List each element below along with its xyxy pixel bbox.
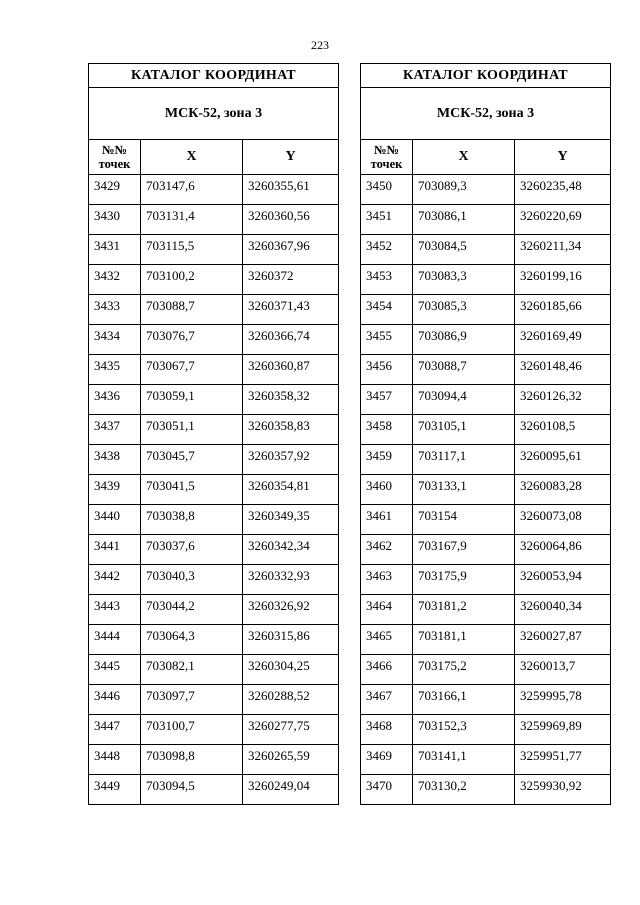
coordinate-system-label: МСК-52, зона 3	[361, 88, 611, 140]
point-number-cell: 3430	[89, 205, 141, 235]
column-header-row	[361, 140, 611, 175]
y-coordinate-cell: 3260013,7	[515, 655, 611, 685]
y-coordinate-cell: 3260360,56	[243, 205, 339, 235]
y-coordinate-cell: 3260357,92	[243, 445, 339, 475]
y-coordinate-cell: 3260095,61	[515, 445, 611, 475]
x-coordinate-cell: 703064,3	[141, 625, 243, 655]
y-coordinate-cell: 3260220,69	[515, 205, 611, 235]
point-number-cell: 3434	[89, 325, 141, 355]
table-row	[89, 595, 339, 625]
x-coordinate-cell: 703085,3	[413, 295, 515, 325]
y-coordinate-cell: 3260372	[243, 265, 339, 295]
y-coordinate-cell: 3260083,28	[515, 475, 611, 505]
point-number-cell: 3443	[89, 595, 141, 625]
x-coordinate-cell: 703076,7	[141, 325, 243, 355]
point-number-cell: 3433	[89, 295, 141, 325]
x-coordinate-cell: 703115,5	[141, 235, 243, 265]
point-number-cell: 3450	[361, 175, 413, 205]
x-coordinate-cell: 703167,9	[413, 535, 515, 565]
x-coordinate-cell: 703059,1	[141, 385, 243, 415]
table-row	[361, 235, 611, 265]
point-number-cell: 3438	[89, 445, 141, 475]
y-coordinate-cell: 3259951,77	[515, 745, 611, 775]
y-coordinate-cell: 3260358,83	[243, 415, 339, 445]
point-number-header-line2: точек	[370, 157, 403, 171]
page-number: 223	[311, 38, 329, 52]
x-coordinate-cell: 703088,7	[413, 355, 515, 385]
table-row	[89, 745, 339, 775]
point-number-cell: 3437	[89, 415, 141, 445]
table-row	[361, 775, 611, 805]
table-row	[361, 415, 611, 445]
y-coordinate-cell: 3260304,25	[243, 655, 339, 685]
table-row	[361, 595, 611, 625]
x-coordinate-cell: 703181,2	[413, 595, 515, 625]
table-row	[361, 355, 611, 385]
x-coordinate-cell: 703097,7	[141, 685, 243, 715]
point-number-cell: 3445	[89, 655, 141, 685]
table-row	[89, 565, 339, 595]
table-row	[361, 535, 611, 565]
table-row	[361, 175, 611, 205]
table-row	[361, 475, 611, 505]
x-coordinate-cell: 703152,3	[413, 715, 515, 745]
x-coordinate-cell: 703084,5	[413, 235, 515, 265]
x-column-header: X	[413, 140, 515, 175]
y-coordinate-cell: 3260027,87	[515, 625, 611, 655]
table-row	[89, 685, 339, 715]
point-number-cell: 3457	[361, 385, 413, 415]
table-row	[89, 355, 339, 385]
table-row	[361, 715, 611, 745]
table-row	[89, 295, 339, 325]
y-coordinate-cell: 3259995,78	[515, 685, 611, 715]
x-coordinate-cell: 703131,4	[141, 205, 243, 235]
x-column-header: X	[141, 140, 243, 175]
y-coordinate-cell: 3260277,75	[243, 715, 339, 745]
y-coordinate-cell: 3260349,35	[243, 505, 339, 535]
y-coordinate-cell: 3260126,32	[515, 385, 611, 415]
catalog-title: КАТАЛОГ КООРДИНАТ	[361, 64, 611, 88]
x-coordinate-cell: 703086,1	[413, 205, 515, 235]
table-row	[89, 505, 339, 535]
table-row	[361, 325, 611, 355]
x-coordinate-cell: 703133,1	[413, 475, 515, 505]
table-row	[361, 295, 611, 325]
y-coordinate-cell: 3259930,92	[515, 775, 611, 805]
table-row	[361, 265, 611, 295]
point-number-cell: 3462	[361, 535, 413, 565]
x-coordinate-cell: 703094,4	[413, 385, 515, 415]
x-coordinate-cell: 703088,7	[141, 295, 243, 325]
point-number-header	[89, 140, 141, 175]
y-coordinate-cell: 3260288,52	[243, 685, 339, 715]
point-number-cell: 3446	[89, 685, 141, 715]
point-number-cell: 3455	[361, 325, 413, 355]
point-number-header	[361, 140, 413, 175]
point-number-cell: 3447	[89, 715, 141, 745]
x-coordinate-cell: 703100,2	[141, 265, 243, 295]
table-row	[361, 685, 611, 715]
x-coordinate-cell: 703181,1	[413, 625, 515, 655]
y-coordinate-cell: 3260265,59	[243, 745, 339, 775]
table-row	[361, 655, 611, 685]
point-number-cell: 3464	[361, 595, 413, 625]
y-column-header: Y	[515, 140, 611, 175]
table-row	[89, 445, 339, 475]
x-coordinate-cell: 703041,5	[141, 475, 243, 505]
y-coordinate-cell: 3260199,16	[515, 265, 611, 295]
y-coordinate-cell: 3260211,34	[515, 235, 611, 265]
table-row	[361, 625, 611, 655]
x-coordinate-cell: 703175,9	[413, 565, 515, 595]
point-number-cell: 3431	[89, 235, 141, 265]
table-row	[89, 775, 339, 805]
x-coordinate-cell: 703082,1	[141, 655, 243, 685]
table-row	[89, 175, 339, 205]
table-row	[89, 415, 339, 445]
table-row	[89, 325, 339, 355]
point-number-header-line2: точек	[98, 157, 131, 171]
x-coordinate-cell: 703045,7	[141, 445, 243, 475]
y-coordinate-cell: 3260185,66	[515, 295, 611, 325]
point-number-cell: 3444	[89, 625, 141, 655]
y-coordinate-cell: 3260040,34	[515, 595, 611, 625]
point-number-cell: 3459	[361, 445, 413, 475]
y-coordinate-cell: 3260360,87	[243, 355, 339, 385]
y-coordinate-cell: 3260235,48	[515, 175, 611, 205]
point-number-cell: 3449	[89, 775, 141, 805]
y-coordinate-cell: 3260332,93	[243, 565, 339, 595]
x-coordinate-cell: 703117,1	[413, 445, 515, 475]
y-column-header: Y	[243, 140, 339, 175]
table-row	[361, 385, 611, 415]
point-number-cell: 3441	[89, 535, 141, 565]
point-number-cell: 3436	[89, 385, 141, 415]
point-number-cell: 3432	[89, 265, 141, 295]
point-number-cell: 3452	[361, 235, 413, 265]
table-row	[89, 535, 339, 565]
point-number-cell: 3465	[361, 625, 413, 655]
point-number-cell: 3451	[361, 205, 413, 235]
table-row	[89, 385, 339, 415]
point-number-cell: 3440	[89, 505, 141, 535]
y-coordinate-cell: 3259969,89	[515, 715, 611, 745]
x-coordinate-cell: 703105,1	[413, 415, 515, 445]
point-number-cell: 3453	[361, 265, 413, 295]
point-number-cell: 3468	[361, 715, 413, 745]
x-coordinate-cell: 703098,8	[141, 745, 243, 775]
x-coordinate-cell: 703166,1	[413, 685, 515, 715]
y-coordinate-cell: 3260053,94	[515, 565, 611, 595]
table-row	[361, 745, 611, 775]
y-coordinate-cell: 3260366,74	[243, 325, 339, 355]
y-coordinate-cell: 3260064,86	[515, 535, 611, 565]
y-coordinate-cell: 3260367,96	[243, 235, 339, 265]
x-coordinate-cell: 703094,5	[141, 775, 243, 805]
coordinate-catalog-right	[360, 63, 611, 805]
x-coordinate-cell: 703037,6	[141, 535, 243, 565]
y-coordinate-cell: 3260326,92	[243, 595, 339, 625]
x-coordinate-cell: 703147,6	[141, 175, 243, 205]
y-coordinate-cell: 3260355,61	[243, 175, 339, 205]
column-header-row	[89, 140, 339, 175]
x-coordinate-cell: 703089,3	[413, 175, 515, 205]
table-row	[89, 235, 339, 265]
point-number-cell: 3454	[361, 295, 413, 325]
table-row	[361, 205, 611, 235]
y-coordinate-cell: 3260108,5	[515, 415, 611, 445]
catalog-title: КАТАЛОГ КООРДИНАТ	[89, 64, 339, 88]
table-row	[361, 445, 611, 475]
point-number-cell: 3439	[89, 475, 141, 505]
point-number-cell: 3463	[361, 565, 413, 595]
point-number-cell: 3470	[361, 775, 413, 805]
x-coordinate-cell: 703040,3	[141, 565, 243, 595]
point-number-cell: 3469	[361, 745, 413, 775]
point-number-cell: 3456	[361, 355, 413, 385]
table-row	[89, 625, 339, 655]
point-number-header-line1: №№	[101, 143, 128, 157]
x-coordinate-cell: 703067,7	[141, 355, 243, 385]
point-number-cell: 3461	[361, 505, 413, 535]
x-coordinate-cell: 703100,7	[141, 715, 243, 745]
table-row	[89, 715, 339, 745]
point-number-cell: 3467	[361, 685, 413, 715]
point-number-cell: 3458	[361, 415, 413, 445]
point-number-cell: 3448	[89, 745, 141, 775]
y-coordinate-cell: 3260148,46	[515, 355, 611, 385]
x-coordinate-cell: 703038,8	[141, 505, 243, 535]
coordinate-system-label: МСК-52, зона 3	[89, 88, 339, 140]
table-row	[89, 205, 339, 235]
table-row	[361, 565, 611, 595]
x-coordinate-cell: 703086,9	[413, 325, 515, 355]
coordinate-catalog-left	[88, 63, 339, 805]
x-coordinate-cell: 703130,2	[413, 775, 515, 805]
point-number-header-line1: №№	[373, 143, 400, 157]
y-coordinate-cell: 3260354,81	[243, 475, 339, 505]
x-coordinate-cell: 703154	[413, 505, 515, 535]
x-coordinate-cell: 703175,2	[413, 655, 515, 685]
y-coordinate-cell: 3260342,34	[243, 535, 339, 565]
point-number-cell: 3429	[89, 175, 141, 205]
y-coordinate-cell: 3260249,04	[243, 775, 339, 805]
point-number-cell: 3435	[89, 355, 141, 385]
x-coordinate-cell: 703083,3	[413, 265, 515, 295]
x-coordinate-cell: 703051,1	[141, 415, 243, 445]
y-coordinate-cell: 3260371,43	[243, 295, 339, 325]
x-coordinate-cell: 703044,2	[141, 595, 243, 625]
y-coordinate-cell: 3260358,32	[243, 385, 339, 415]
table-row	[361, 505, 611, 535]
table-row	[89, 655, 339, 685]
y-coordinate-cell: 3260169,49	[515, 325, 611, 355]
x-coordinate-cell: 703141,1	[413, 745, 515, 775]
point-number-cell: 3442	[89, 565, 141, 595]
y-coordinate-cell: 3260073,08	[515, 505, 611, 535]
point-number-cell: 3466	[361, 655, 413, 685]
table-row	[89, 265, 339, 295]
y-coordinate-cell: 3260315,86	[243, 625, 339, 655]
table-row	[89, 475, 339, 505]
point-number-cell: 3460	[361, 475, 413, 505]
